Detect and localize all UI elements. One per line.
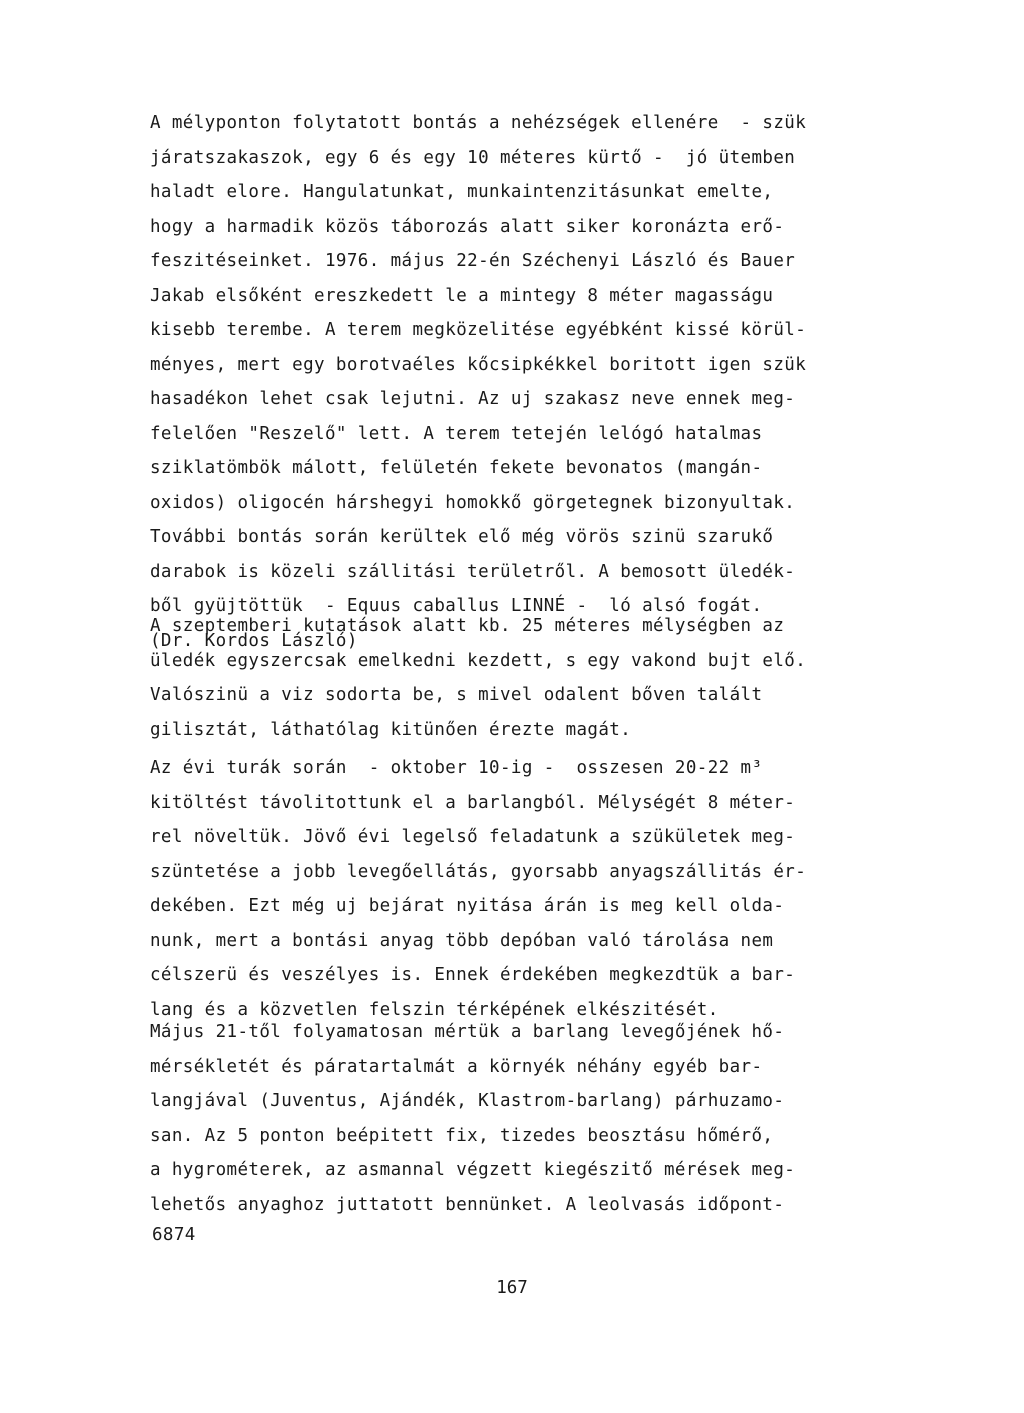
text-line: oxidos) oligocén hárshegyi homokkő görgetegnek bizonyultak. — [150, 492, 796, 513]
text-line: kisebb terembe. A terem megközelitése egyébként kissé körül- — [150, 320, 807, 340]
text-line: További bontás során kerültek elő még vörös szinü szarukő — [150, 527, 774, 547]
text-line: Jakab elsőként ereszkedett le a mintegy 8 méter magasságu — [150, 285, 774, 306]
text-line: A szeptemberi kutatások alatt kb. 25 méteres mélységben az — [150, 616, 785, 636]
text-line: feszitéseinket. 1976. május 22-én Széchenyi László és Bauer — [150, 251, 796, 271]
text-line: dekében. Ezt még uj bejárat nyitása árán is meg kell olda- — [150, 896, 785, 916]
text-line: célszerü és veszélyes is. Ennek érdekében megkezdtük a bar- — [150, 965, 796, 985]
text-line: rel növeltük. Jövő évi legelső feladatunk a szükületek meg- — [150, 827, 796, 847]
text-line: Május 21-től folyamatosan mértük a barlang levegőjének hő- — [150, 1022, 785, 1042]
text-line: langjával (Juventus, Ajándék, Klastrom-barlang) párhuzamo- — [150, 1091, 785, 1111]
text-line: Az évi turák során - oktober 10-ig - osszesen 20-22 m³ — [150, 758, 763, 778]
text-line: mérsékletét és páratartalmát a környék néhány egyéb bar- — [150, 1056, 763, 1077]
text-line: ből gyüjtöttük - Equus caballus LINNÉ - ló alsó fogát. — [150, 596, 763, 616]
text-line: ményes, mert egy borotvaéles kőcsipkékkel boritott igen szük — [150, 354, 807, 375]
text-line: szüntetése a jobb levegőellátás, gyorsabb anyagszállitás ér- — [150, 861, 807, 882]
text-line: lang és a közvetlen felszin térképének elkészitését. — [150, 999, 719, 1020]
text-line: nunk, mert a bontási anyag több depóban való tárolása nem — [150, 930, 774, 951]
text-line: gilisztát, láthatólag kitünően érezte magát. — [150, 719, 632, 740]
text-line: üledék egyszercsak emelkedni kezdett, s egy vakond bujt elő. — [150, 650, 807, 671]
page-number: 167 — [496, 1278, 528, 1298]
text-line: Valószinü a viz sodorta be, s mivel odalent bőven talált — [150, 685, 763, 705]
text-line: A mélyponton folytatott bontás a nehézségek ellenére - szük — [150, 113, 807, 133]
text-line: kitöltést távolitottunk el a barlangból. Mélységét 8 méter- — [150, 792, 796, 813]
text-line: hogy a harmadik közös táborozás alatt siker koronázta erő- — [150, 216, 785, 237]
paragraph-tours — [150, 751, 910, 1027]
text-line: hasadékon lehet csak lejutni. Az uj szakasz neve ennek meg- — [150, 389, 796, 409]
text-line: sziklatömbök málott, felületén fekete bevonatos (mangán- — [150, 458, 763, 478]
document-number: 6874 — [152, 1225, 196, 1245]
text-line: darabok is közeli szállitási területről. A bemosott üledék- — [150, 561, 796, 582]
text-line: (Dr. Kordos László) — [150, 630, 358, 651]
text-line: lehetős anyaghoz juttatott bennünket. A leolvasás időpont- — [150, 1194, 785, 1215]
text-line: san. Az 5 ponton beépitett fix, tizedes beosztásu hőmérő, — [150, 1125, 774, 1146]
text-line: a hygrométerek, az asmannal végzett kiegészitő mérések meg- — [150, 1160, 796, 1180]
text-line: felelően "Reszelő" lett. A terem tetején lelógó hatalmas — [150, 423, 763, 444]
paragraph-mole — [150, 609, 910, 747]
text-line: járatszakaszok, egy 6 és egy 10 méteres kürtő - jó ütemben — [150, 147, 796, 168]
paragraph-excavation — [150, 106, 910, 658]
paragraph-measurements — [150, 1015, 910, 1222]
text-line: haladt elore. Hangulatunkat, munkaintenzitásunkat emelte, — [150, 182, 774, 202]
